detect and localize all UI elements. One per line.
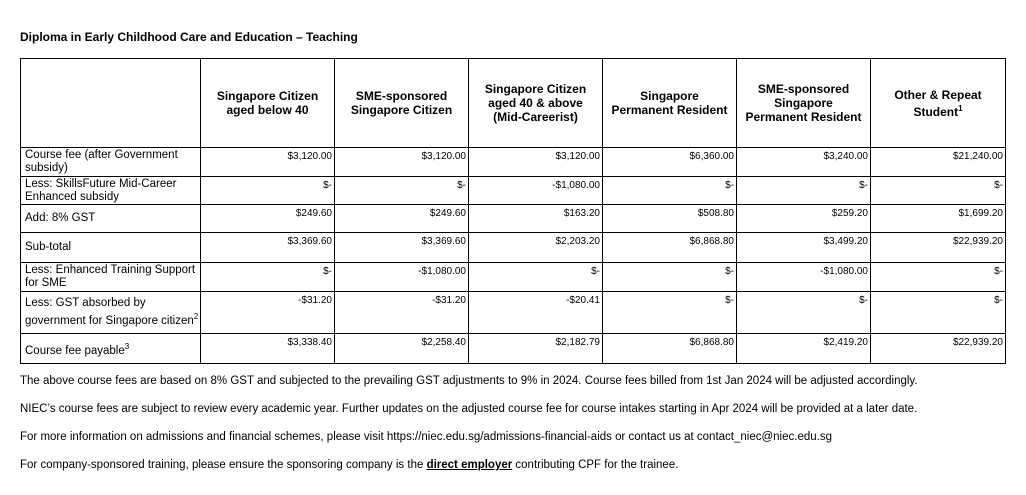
table-cell: $3,120.00 — [201, 148, 335, 177]
table-cell: $2,258.40 — [335, 334, 469, 364]
table-cell: $- — [335, 177, 469, 205]
row-label: Add: 8% GST — [21, 205, 201, 233]
header-line: Singapore — [774, 96, 833, 110]
table-cell: $- — [737, 177, 871, 205]
table-cell: $3,369.60 — [335, 233, 469, 263]
table-cell: $- — [469, 263, 603, 292]
table-cell: $6,868.80 — [603, 334, 737, 364]
table-cell: $249.60 — [335, 205, 469, 233]
header-line: aged below 40 — [226, 103, 309, 117]
page-title: Diploma in Early Childhood Care and Education – Teaching — [20, 30, 358, 44]
table-cell: $21,240.00 — [871, 148, 1006, 177]
table-row — [21, 334, 1006, 364]
header-row — [21, 59, 1006, 148]
table-cell: $249.60 — [201, 205, 335, 233]
column-header — [871, 59, 1006, 148]
table-cell: $3,120.00 — [335, 148, 469, 177]
header-line: Singapore Citizen — [484, 82, 587, 96]
table-cell: -$1,080.00 — [737, 263, 871, 292]
table-cell: $22,939.20 — [871, 233, 1006, 263]
table-cell: $3,338.40 — [201, 334, 335, 364]
table-row — [21, 177, 1006, 205]
info-note: For more information on admissions and financial schemes, please visit https://niec.edu.sg/admissions-financial-aids or contact us at contact_niec@niec.edu.sg — [20, 431, 832, 443]
header-corner — [21, 59, 201, 148]
column-header — [603, 59, 737, 148]
table-cell: $1,699.20 — [871, 205, 1006, 233]
table-row — [21, 263, 1006, 292]
table-cell: $3,120.00 — [469, 148, 603, 177]
footnote-marker: 1 — [958, 103, 963, 113]
table-cell: $6,868.80 — [603, 233, 737, 263]
column-header — [737, 59, 871, 148]
gst-note: The above course fees are based on 8% GST and subjected to the prevailing GST adjustments to 9% in 2024. Course fees billed from 1st Jan 2024 will be adjusted accordingly. — [20, 375, 918, 387]
table-cell: -$20.41 — [469, 292, 603, 334]
table-cell: -$31.20 — [335, 292, 469, 334]
table-cell: $2,419.20 — [737, 334, 871, 364]
header-line: SME-sponsored — [355, 89, 448, 103]
table-cell: $259.20 — [737, 205, 871, 233]
table-cell: $163.20 — [469, 205, 603, 233]
table-cell: $- — [871, 292, 1006, 334]
row-label: Less: Enhanced Training Support for SME — [21, 263, 201, 292]
column-header — [201, 59, 335, 148]
header-line: Other & Repeat — [894, 87, 982, 102]
header-line: Student$^1$ — [913, 103, 963, 119]
header-line: Permanent Resident — [745, 110, 862, 124]
footnote-marker: 2 — [193, 312, 199, 322]
header-line: aged 40 & above — [488, 96, 583, 110]
table-cell: -$1,080.00 — [469, 177, 603, 205]
table-cell: $- — [871, 263, 1006, 292]
table-cell: $- — [201, 263, 335, 292]
table-cell: $- — [603, 263, 737, 292]
fee-notes — [20, 374, 1010, 486]
table-cell: $- — [603, 177, 737, 205]
fee-table — [20, 58, 1006, 364]
table-cell: $3,240.00 — [737, 148, 871, 177]
table-cell: -$31.20 — [201, 292, 335, 334]
table-cell: $- — [871, 177, 1006, 205]
table-cell: $6,360.00 — [603, 148, 737, 177]
column-header — [335, 59, 469, 148]
direct-employer-link[interactable]: direct employer — [426, 459, 513, 471]
table-cell: $508.80 — [603, 205, 737, 233]
row-label: Course fee (after Government subsidy) — [21, 148, 201, 177]
row-label: Less: SkillsFuture Mid-Career Enhanced subsidy — [21, 177, 201, 205]
table-cell: $- — [737, 292, 871, 334]
table-row — [21, 148, 1006, 177]
header-line: Singapore Citizen — [350, 103, 453, 117]
row-label: Sub-total — [21, 233, 201, 263]
table-cell: $- — [603, 292, 737, 334]
header-line: Singapore Citizen — [216, 89, 319, 103]
table-cell: $2,182.79 — [469, 334, 603, 364]
table-row — [21, 233, 1006, 263]
table-cell: $3,499.20 — [737, 233, 871, 263]
table-row — [21, 292, 1006, 334]
header-line: SME-sponsored — [757, 82, 850, 96]
company-note: For company-sponsored training, please ensure the sponsoring company is the direct employer contributing CPF for the trainee. — [20, 459, 679, 471]
row-label: Course fee payable$^3$ — [21, 334, 201, 364]
review-note: NIEC’s course fees are subject to review every academic year. Further updates on the adjusted course fee for course intakes starting in Apr 2024 will be provided at a later date. — [20, 403, 918, 415]
table-cell: $2,203.20 — [469, 233, 603, 263]
footnote-marker: 3 — [124, 341, 130, 351]
header-line: Permanent Resident — [611, 103, 728, 117]
row-label: Less: GST absorbed by government for Singapore citizen$^2$ — [21, 292, 201, 334]
table-cell: $3,369.60 — [201, 233, 335, 263]
table-cell: $22,939.20 — [871, 334, 1006, 364]
header-line: (Mid-Careerist) — [493, 110, 578, 124]
column-header — [469, 59, 603, 148]
table-cell: -$1,080.00 — [335, 263, 469, 292]
header-line: Singapore — [640, 89, 699, 103]
table-cell: $- — [201, 177, 335, 205]
table-row — [21, 205, 1006, 233]
